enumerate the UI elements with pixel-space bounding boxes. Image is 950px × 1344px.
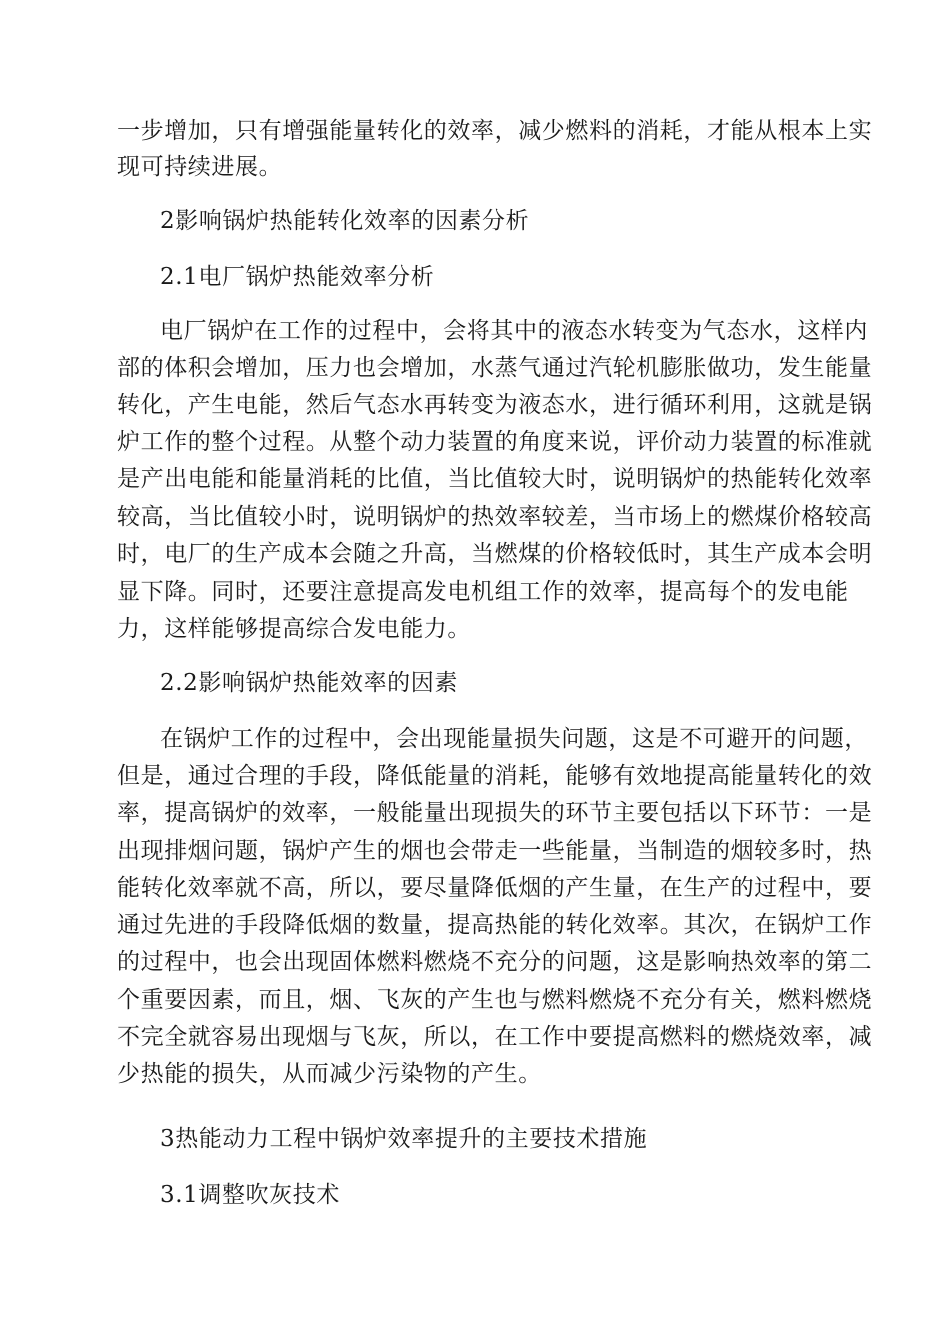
paragraph-3-line-2: 但是，通过合理的手段，降低能量的消耗，能够有效地提高能量转化的效	[117, 763, 873, 789]
subsection-heading-2-2: 2.2影响锅炉热能效率的因素	[160, 670, 458, 696]
paragraph-3-line-9: 不完全就容易出现烟与飞灰，所以，在工作中要提高燃料的燃烧效率，减	[117, 1024, 873, 1050]
paragraph-3-line-6: 通过先进的手段降低烟的数量，提高热能的转化效率。其次，在锅炉工作	[117, 912, 873, 938]
paragraph-2-line-4: 炉工作的整个过程。从整个动力装置的角度来说，评价动力装置的标准就	[117, 429, 873, 455]
paragraph-2-line-7: 时，电厂的生产成本会随之升高，当燃煤的价格较低时，其生产成本会明	[117, 541, 873, 567]
paragraph-2-line-6: 较高，当比值较小时，说明锅炉的热效率较差，当市场上的燃煤价格较高	[117, 504, 873, 530]
section-heading-2: 2影响锅炉热能转化效率的因素分析	[160, 208, 530, 234]
paragraph-3-line-8: 个重要因素，而且，烟、飞灰的产生也与燃料燃烧不充分有关，燃料燃烧	[117, 987, 873, 1013]
paragraph-3-line-4: 出现排烟问题，锅炉产生的烟也会带走一些能量，当制造的烟较多时，热	[117, 838, 873, 864]
paragraph-3-line-5: 能转化效率就不高，所以，要尽量降低烟的产生量，在生产的过程中，要	[117, 875, 873, 901]
paragraph-2-line-3: 转化，产生电能，然后气态水再转变为液态水，进行循环利用，这就是锅	[117, 392, 873, 418]
subsection-heading-2-1: 2.1电厂锅炉热能效率分析	[160, 264, 435, 290]
section-heading-3: 3热能动力工程中锅炉效率提升的主要技术措施	[160, 1126, 648, 1152]
paragraph-2-line-5: 是产出电能和能量消耗的比值，当比值较大时，说明锅炉的热能转化效率	[117, 466, 873, 492]
paragraph-3-line-7: 的过程中，也会出现固体燃料燃烧不充分的问题，这是影响热效率的第二	[117, 949, 873, 975]
paragraph-2-line-2: 部的体积会增加，压力也会增加，水蒸气通过汽轮机膨胀做功，发生能量	[117, 355, 873, 381]
paragraph-2-line-8: 显下降。同时，还要注意提高发电机组工作的效率，提高每个的发电能	[117, 579, 849, 605]
subsection-heading-3-1: 3.1调整吹灰技术	[160, 1182, 340, 1208]
paragraph-3-line-1: 在锅炉工作的过程中，会出现能量损失问题，这是不可避开的问题，	[160, 726, 868, 752]
paragraph-2-line-1: 电厂锅炉在工作的过程中，会将其中的液态水转变为气态水，这样内	[160, 318, 868, 344]
paragraph-3-line-10: 少热能的损失，从而减少污染物的产生。	[117, 1061, 542, 1087]
paragraph-2-line-9: 力，这样能够提高综合发电能力。	[117, 616, 471, 642]
paragraph-1-line-1: 一步增加，只有增强能量转化的效率，减少燃料的消耗，才能从根本上实	[117, 118, 873, 144]
paragraph-3-line-3: 率，提高锅炉的效率，一般能量出现损失的环节主要包括以下环节：一是	[117, 800, 873, 826]
paragraph-1-line-2: 现可持续进展。	[117, 154, 283, 180]
